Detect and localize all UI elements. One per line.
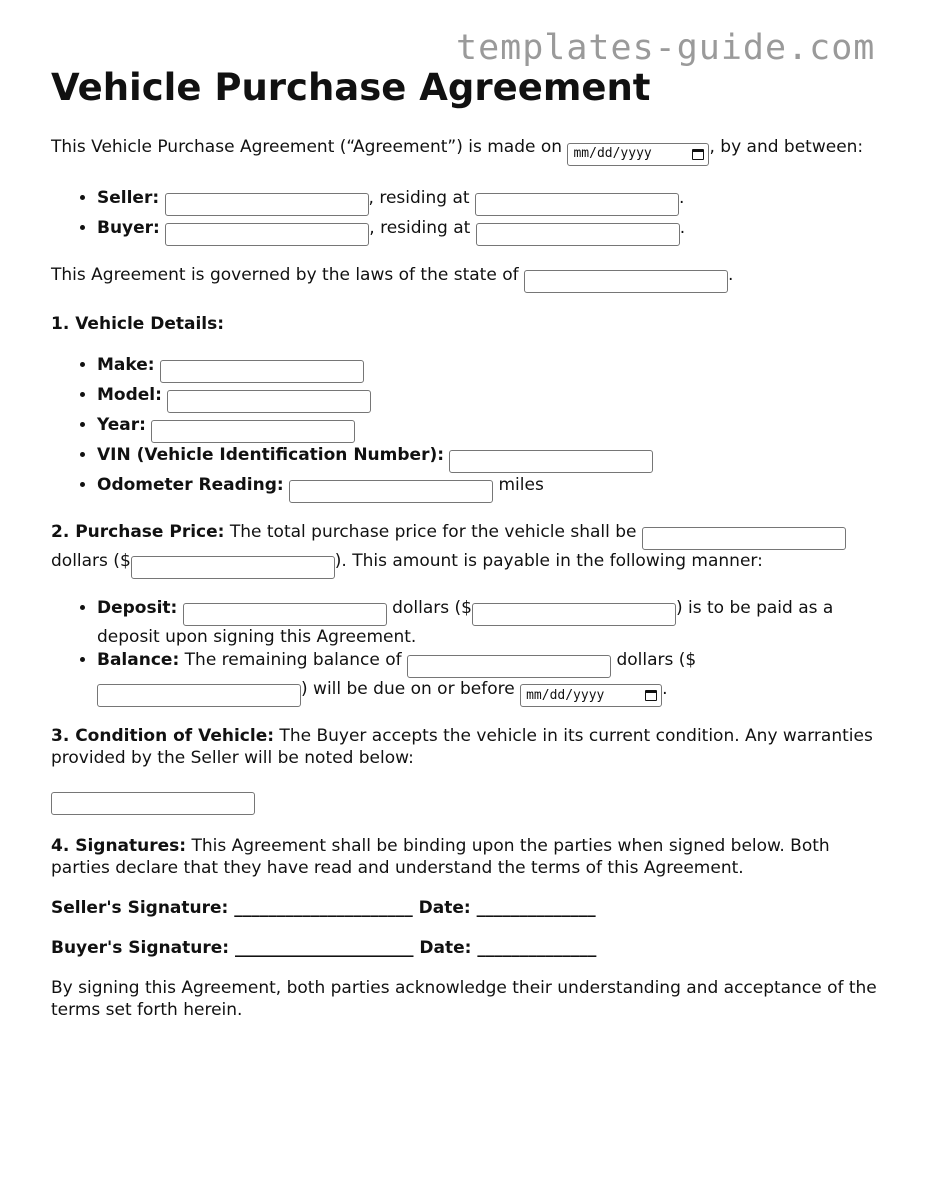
buyer-address-input[interactable] [476,223,680,246]
list-item: • Odometer Reading: miles [97,473,886,503]
seller-address-input[interactable] [475,193,679,216]
list-item: • Make: [97,353,886,383]
odometer-input[interactable] [289,480,493,503]
signatures-paragraph: 4. Signatures: This Agreement shall be binding upon the parties when signed below. Both parties declare that they have read and understand the terms of this Agreement. [51,835,830,878]
parties-list [51,186,886,246]
model-input[interactable] [167,390,371,413]
closing-paragraph: By signing this Agreement, both parties acknowledge their understanding and acceptance of the terms set forth herein. [51,977,877,1020]
seller-signature-line: Seller's Signature: _____________________ Date: ______________ [51,897,596,918]
warranties-input[interactable] [51,792,255,815]
seller-name-input[interactable] [165,193,369,216]
vin-input[interactable] [449,450,653,473]
watermark: templates-guide.com [456,28,876,68]
list-item: • VIN (Vehicle Identification Number): [97,443,886,473]
agreement-date-input[interactable]: mm/dd/yyyy [567,143,709,166]
page-title: Vehicle Purchase Agreement [51,66,651,109]
payment-list [51,597,886,707]
buyer-label: Buyer: [97,217,160,238]
warranties-field-row [51,787,886,815]
balance-words-input[interactable] [407,655,611,678]
seller-label: Seller: [97,187,160,208]
balance-amount-input[interactable] [97,684,301,707]
list-item: • Seller: , residing at . [97,186,886,216]
balance-due-date-input[interactable]: mm/dd/yyyy [520,684,662,707]
calendar-icon[interactable] [692,149,704,160]
intro-paragraph: This Vehicle Purchase Agreement (“Agreement”) is made on mm/dd/yyyy , by and between: [51,136,886,166]
vehicle-details-heading: 1. Vehicle Details: [51,313,225,334]
buyer-signature-line: Buyer's Signature: _____________________ Date: ______________ [51,937,597,958]
price-words-input[interactable] [642,527,846,550]
year-input[interactable] [151,420,355,443]
deposit-words-input[interactable] [183,603,387,626]
list-item: • Deposit: dollars ($ ) is to be paid as a deposit upon signing this Agreement. [97,597,886,648]
list-item: • Year: [97,413,886,443]
calendar-icon[interactable] [645,690,657,701]
list-item: • Model: [97,383,886,413]
state-input[interactable] [524,270,728,293]
condition-paragraph: 3. Condition of Vehicle: The Buyer accepts the vehicle in its current condition. Any warranties provided by the Seller will be noted below: [51,725,873,768]
agreement-document [51,64,886,1021]
list-item: • Balance: The remaining balance of dollars ($) will be due on or before mm/dd/yyyy . [97,649,886,707]
list-item: • Buyer: , residing at . [97,216,886,246]
purchase-price-paragraph: 2. Purchase Price: The total purchase price for the vehicle shall be dollars ($ ). This amount is payable in the following manner: [51,521,886,579]
deposit-amount-input[interactable] [472,603,676,626]
price-amount-input[interactable] [131,556,335,579]
vehicle-details-list [51,353,886,503]
buyer-name-input[interactable] [165,223,369,246]
governing-law-paragraph: This Agreement is governed by the laws of the state of . [51,264,886,293]
make-input[interactable] [160,360,364,383]
